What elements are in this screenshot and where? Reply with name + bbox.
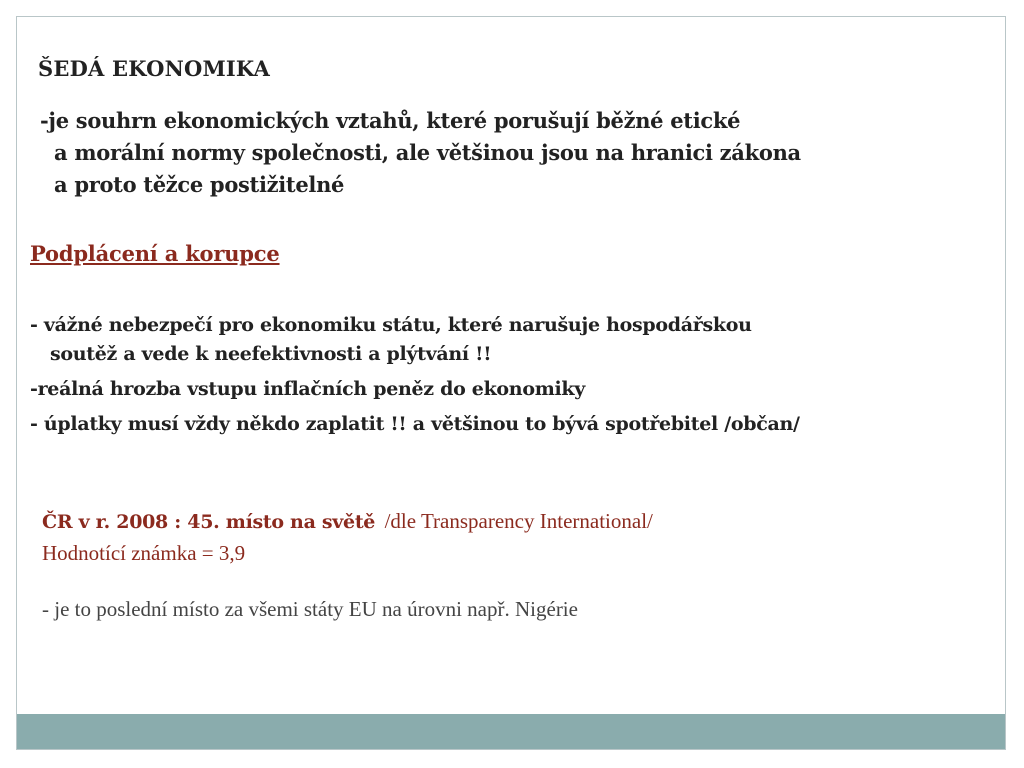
definition-block xyxy=(40,105,801,201)
definition-text-1: je souhrn ekonomických vztahů, které porušují běžné etické xyxy=(48,108,741,133)
slide-title: ŠEDÁ EKONOMIKA xyxy=(38,56,271,81)
slide xyxy=(16,16,1006,750)
definition-line-1 xyxy=(40,105,801,137)
bullet-list xyxy=(30,311,800,439)
footer-bar xyxy=(17,714,1005,749)
ranking-rank: ČR v r. 2008 : 45. místo na světě xyxy=(42,511,376,533)
ranking-block xyxy=(42,506,653,568)
bullet-2: -reálná hrozba vstupu inflačních peněz do ekonomiky xyxy=(30,378,586,400)
ranking-note: - je to poslední místo za všemi státy EU na úrovni např. Nigérie xyxy=(42,597,578,621)
section-heading: Podplácení a korupce xyxy=(30,241,280,266)
bullet-3: - úplatky musí vždy někdo zaplatit !! a většinou to bývá spotřebitel /občan/ xyxy=(30,413,800,435)
ranking-source: /dle Transparency International/ xyxy=(384,509,653,533)
definition-dash: - xyxy=(40,108,49,133)
definition-line-2: a morální normy společnosti, ale většinou jsou na hranici zákona xyxy=(54,140,801,165)
bullet-1-line-1: - vážné nebezpečí pro ekonomiku státu, které narušuje hospodářskou xyxy=(30,314,752,336)
ranking-line xyxy=(42,506,653,538)
ranking-score: Hodnotící známka = 3,9 xyxy=(42,541,246,565)
bullet-1-line-2: soutěž a vede k neefektivnosti a plýtvání !! xyxy=(50,343,492,365)
definition-line-3: a proto těžce postižitelné xyxy=(54,172,345,197)
